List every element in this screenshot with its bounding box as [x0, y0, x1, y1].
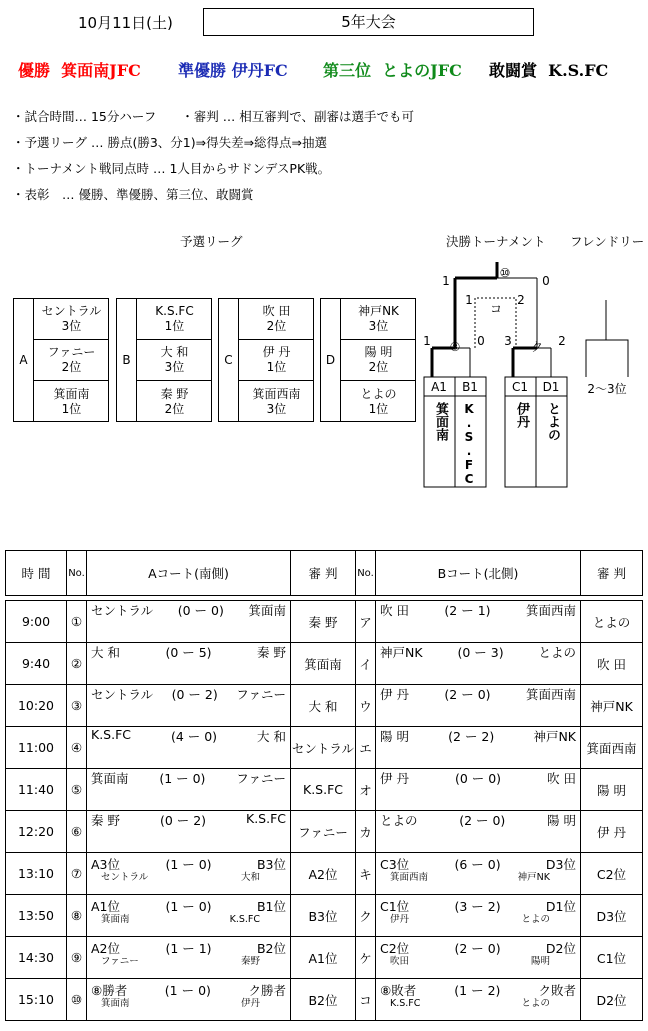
referee: ファニー [291, 811, 356, 853]
table-row [6, 601, 643, 643]
match-time: 13:10 [6, 853, 67, 895]
away-team-sub: 秦野 [240, 956, 260, 967]
semi1-mark: ⑧ [449, 340, 461, 354]
referee: D2位 [581, 979, 643, 1021]
home-team: 陽 明 [380, 729, 409, 744]
group-letter: D [321, 299, 341, 421]
award-fighting-spirit: 敢闘賞 K.S.FC [489, 61, 609, 80]
table-row [6, 769, 643, 811]
home-team: C2位 [380, 941, 410, 956]
score: (0 ー 5) [165, 645, 212, 660]
home-team: 神戸NK [380, 645, 423, 660]
match-number: ウ [356, 685, 376, 727]
award-runner-up: 準優勝 伊丹FC [178, 61, 288, 80]
match-cell [376, 979, 581, 1021]
final-mark: ⑩ [499, 266, 511, 280]
match-cell [87, 895, 291, 937]
away-team: 陽 明 [547, 813, 576, 828]
match-cell [376, 895, 581, 937]
score: (2 ー 0) [454, 941, 501, 956]
match-number: ⑥ [67, 811, 87, 853]
away-team: ファニー [236, 687, 286, 702]
table-row [6, 937, 643, 979]
home-team: 箕面南 [91, 771, 129, 786]
award-third: 第三位 とよのJFC [323, 61, 462, 80]
match-cell [87, 937, 291, 979]
score: (4 ー 0) [170, 729, 218, 744]
match-number: イ [356, 643, 376, 685]
home-team-sub: K.S.FC [390, 998, 421, 1009]
referee: A2位 [291, 853, 356, 895]
home-team: A1位 [91, 899, 121, 914]
table-row [6, 643, 643, 685]
score: (0 ー 2) [159, 813, 207, 828]
friendly-label: フレンドリー [570, 234, 645, 249]
referee: 箕面南 [291, 643, 356, 685]
score: (1 ー 0) [164, 983, 211, 998]
score: (1 ー 1) [165, 941, 212, 956]
match-cell [376, 853, 581, 895]
table-row [6, 685, 643, 727]
match-time: 11:40 [6, 769, 67, 811]
league-label: 予選リーグ [180, 234, 243, 249]
score: (0 ー 2) [171, 687, 218, 702]
match-cell [376, 685, 581, 727]
home-team: セントラル [91, 603, 154, 618]
tournament-title: 5年大会 [203, 8, 534, 36]
final-score-left: 1 [442, 274, 450, 288]
third-score-right: 2 [517, 293, 525, 307]
referee: A1位 [291, 937, 356, 979]
match-time: 14:30 [6, 937, 67, 979]
group-team: 神戸NK 3位 [341, 299, 416, 340]
match-number: カ [356, 811, 376, 853]
seed-a1: A1 [431, 380, 447, 394]
referee: C1位 [581, 937, 643, 979]
table-row [6, 979, 643, 1021]
away-team: K.S.FC [246, 811, 286, 826]
away-team: D3位 [545, 857, 576, 872]
schedule-header [6, 551, 643, 596]
home-team: とよの [380, 813, 418, 828]
header-court-b: Bコート(北側) [376, 551, 581, 596]
score: (0 ー 3) [457, 645, 504, 660]
match-cell [87, 727, 291, 769]
home-team: 大 和 [91, 645, 120, 660]
home-team: 伊 丹 [380, 771, 409, 786]
home-team: K.S.FC [91, 727, 131, 742]
match-number: ア [356, 601, 376, 643]
match-time: 15:10 [6, 979, 67, 1021]
score: (2 ー 0) [459, 813, 506, 828]
tournament-label: 決勝トーナメント [446, 234, 546, 249]
table-row [6, 895, 643, 937]
match-cell [87, 853, 291, 895]
home-team: セントラル [91, 687, 154, 702]
referee: B3位 [291, 895, 356, 937]
away-team: D1位 [545, 899, 576, 914]
rule-item: ・試合時間… 15分ハーフ ・審判 … 相互審判で、副審は選手でも可 [12, 109, 414, 124]
semi1-score-left: 1 [423, 334, 431, 348]
home-team-sub: セントラル [101, 872, 149, 883]
bracket-team-a1: 箕面南 [433, 402, 448, 441]
match-cell [87, 601, 291, 643]
home-team-sub: 箕面西南 [390, 872, 429, 883]
match-cell [376, 811, 581, 853]
match-number: ② [67, 643, 87, 685]
group-team: とよの 1位 [360, 386, 397, 416]
away-team-sub: とよの [521, 914, 550, 925]
rule-item: ・表彰 … 優勝、準優勝、第三位、敢闘賞 [12, 187, 254, 202]
match-time: 12:20 [6, 811, 67, 853]
home-team: 吹 田 [380, 603, 409, 618]
away-team: 神戸NK [533, 729, 576, 744]
seed-c1: C1 [511, 380, 529, 394]
home-team: ⑧敗者 [380, 983, 417, 998]
table-row [6, 727, 643, 769]
header-no: No. [67, 551, 87, 596]
bracket-team-c1: 伊丹 [514, 402, 529, 428]
match-number: コ [356, 979, 376, 1021]
match-number: ① [67, 601, 87, 643]
group-team: 箕面西南 3位 [252, 386, 301, 416]
match-number: キ [356, 853, 376, 895]
match-number: ⑤ [67, 769, 87, 811]
away-team: D2位 [545, 941, 576, 956]
home-team: C1位 [380, 899, 410, 914]
semi2-score-left: 3 [504, 334, 512, 348]
away-team: ファニー [236, 771, 286, 786]
group-letter: A [14, 299, 34, 421]
match-cell [87, 811, 291, 853]
score: (2 ー 2) [448, 729, 495, 744]
bracket-team-d1: とよの [545, 402, 560, 441]
group-team: 秦 野 2位 [160, 386, 189, 416]
home-team: 伊 丹 [380, 687, 409, 702]
away-team-sub: 大和 [240, 872, 260, 883]
group-team: ファニー 2位 [34, 340, 109, 381]
group-letter: B [117, 299, 137, 421]
away-team: B1位 [256, 899, 286, 914]
seed-d1: D1 [542, 380, 560, 394]
away-team-sub: 神戸NK [517, 872, 550, 883]
match-number: ⑩ [67, 979, 87, 1021]
referee: 神戸NK [581, 685, 643, 727]
group-team: 陽 明 2位 [341, 340, 416, 381]
away-team: 秦 野 [257, 645, 286, 660]
referee: セントラル [291, 727, 356, 769]
header-ref-b: 審 判 [581, 551, 643, 596]
match-cell [87, 643, 291, 685]
match-time: 11:00 [6, 727, 67, 769]
referee: 秦 野 [291, 601, 356, 643]
tournament-date: 10月11日(土) [78, 14, 173, 32]
score: (1 ー 0) [165, 857, 212, 872]
match-time: 9:40 [6, 643, 67, 685]
table-row [6, 853, 643, 895]
home-team: A3位 [91, 857, 121, 872]
third-mark: コ [489, 302, 503, 316]
referee: 伊 丹 [581, 811, 643, 853]
group-letter: C [219, 299, 239, 421]
away-team: ク敗者 [538, 983, 576, 998]
match-schedule [5, 550, 643, 1021]
match-cell [376, 601, 581, 643]
rule-item: ・予選リーグ … 勝点(勝3、分1)⇒得失差⇒総得点⇒抽選 [12, 135, 328, 150]
home-team-sub: ファニー [101, 956, 139, 967]
match-cell [376, 937, 581, 979]
match-cell [376, 727, 581, 769]
match-number: ケ [356, 937, 376, 979]
referee: 吹 田 [581, 643, 643, 685]
match-cell [376, 769, 581, 811]
away-team: 箕面西南 [525, 603, 576, 618]
match-number: エ [356, 727, 376, 769]
score: (1 ー 0) [159, 771, 206, 786]
bracket-team-b1: K.S.FC [462, 402, 476, 486]
final-score-right: 0 [542, 274, 550, 288]
away-team: とよの [538, 645, 576, 660]
match-cell [87, 685, 291, 727]
home-team-sub: 箕面南 [101, 914, 130, 925]
home-team-sub: 伊丹 [390, 914, 410, 925]
referee: 陽 明 [581, 769, 643, 811]
score: (1 ー 0) [165, 899, 212, 914]
home-team: C3位 [380, 857, 410, 872]
header-no: No. [356, 551, 376, 596]
semi2-mark: ク [530, 340, 544, 354]
home-team: A2位 [91, 941, 121, 956]
seed-b1: B1 [462, 380, 478, 394]
home-team: 秦 野 [91, 813, 120, 828]
away-team: 箕面南 [248, 603, 286, 618]
score: (2 ー 0) [444, 687, 491, 702]
table-row [6, 811, 643, 853]
semi1-score-right: 0 [477, 334, 485, 348]
semi2-score-right: 2 [558, 334, 566, 348]
home-team-sub: 箕面南 [101, 998, 130, 1009]
home-team: ⑧勝者 [91, 983, 128, 998]
away-team: ク勝者 [248, 983, 286, 998]
away-team-sub: とよの [521, 998, 550, 1009]
header-ref-a: 審 判 [291, 551, 356, 596]
third-score-left: 1 [465, 293, 473, 307]
group-team: セントラル 3位 [34, 299, 109, 340]
schedule-body [6, 596, 643, 1021]
score: (3 ー 2) [454, 899, 501, 914]
award-winner: 優勝 箕面南JFC [18, 61, 141, 80]
away-team: B2位 [256, 941, 286, 956]
match-number: ④ [67, 727, 87, 769]
away-team-sub: K.S.FC [229, 914, 260, 925]
group-team: 吹 田 2位 [239, 299, 314, 340]
referee: 箕面西南 [581, 727, 643, 769]
match-number: ク [356, 895, 376, 937]
away-team: 箕面西南 [525, 687, 576, 702]
match-time: 13:50 [6, 895, 67, 937]
referee: D3位 [581, 895, 643, 937]
home-team-sub: 吹田 [390, 956, 410, 967]
match-cell [87, 979, 291, 1021]
score: (0 ー 0) [454, 771, 502, 786]
score: (2 ー 1) [444, 603, 491, 618]
friendly-rank: 2〜3位 [587, 382, 627, 396]
group-team: 箕面南 1位 [53, 386, 90, 416]
score: (0 ー 0) [177, 603, 224, 618]
match-number: ⑧ [67, 895, 87, 937]
header-time: 時 間 [6, 551, 67, 596]
away-team-sub: 伊丹 [240, 998, 260, 1009]
referee: C2位 [581, 853, 643, 895]
referee: 大 和 [291, 685, 356, 727]
match-cell [376, 643, 581, 685]
match-number: ⑨ [67, 937, 87, 979]
group-team: K.S.FC 1位 [137, 299, 212, 340]
group-team: 伊 丹 1位 [239, 340, 314, 381]
referee: とよの [581, 601, 643, 643]
match-number: ③ [67, 685, 87, 727]
referee: K.S.FC [291, 769, 356, 811]
rule-item: ・トーナメント戦同点時 … 1人目からサドンデスPK戦。 [12, 161, 331, 176]
score: (6 ー 0) [454, 857, 501, 872]
away-team: B3位 [256, 857, 286, 872]
match-number: ⑦ [67, 853, 87, 895]
away-team: 大 和 [257, 729, 286, 744]
group-team: 大 和 3位 [137, 340, 212, 381]
match-time: 9:00 [6, 601, 67, 643]
score: (1 ー 2) [454, 983, 501, 998]
away-team: 吹 田 [547, 771, 576, 786]
referee: B2位 [291, 979, 356, 1021]
match-cell [87, 769, 291, 811]
header-court-a: Aコート(南側) [87, 551, 291, 596]
away-team-sub: 陽明 [530, 956, 550, 967]
match-number: オ [356, 769, 376, 811]
match-time: 10:20 [6, 685, 67, 727]
